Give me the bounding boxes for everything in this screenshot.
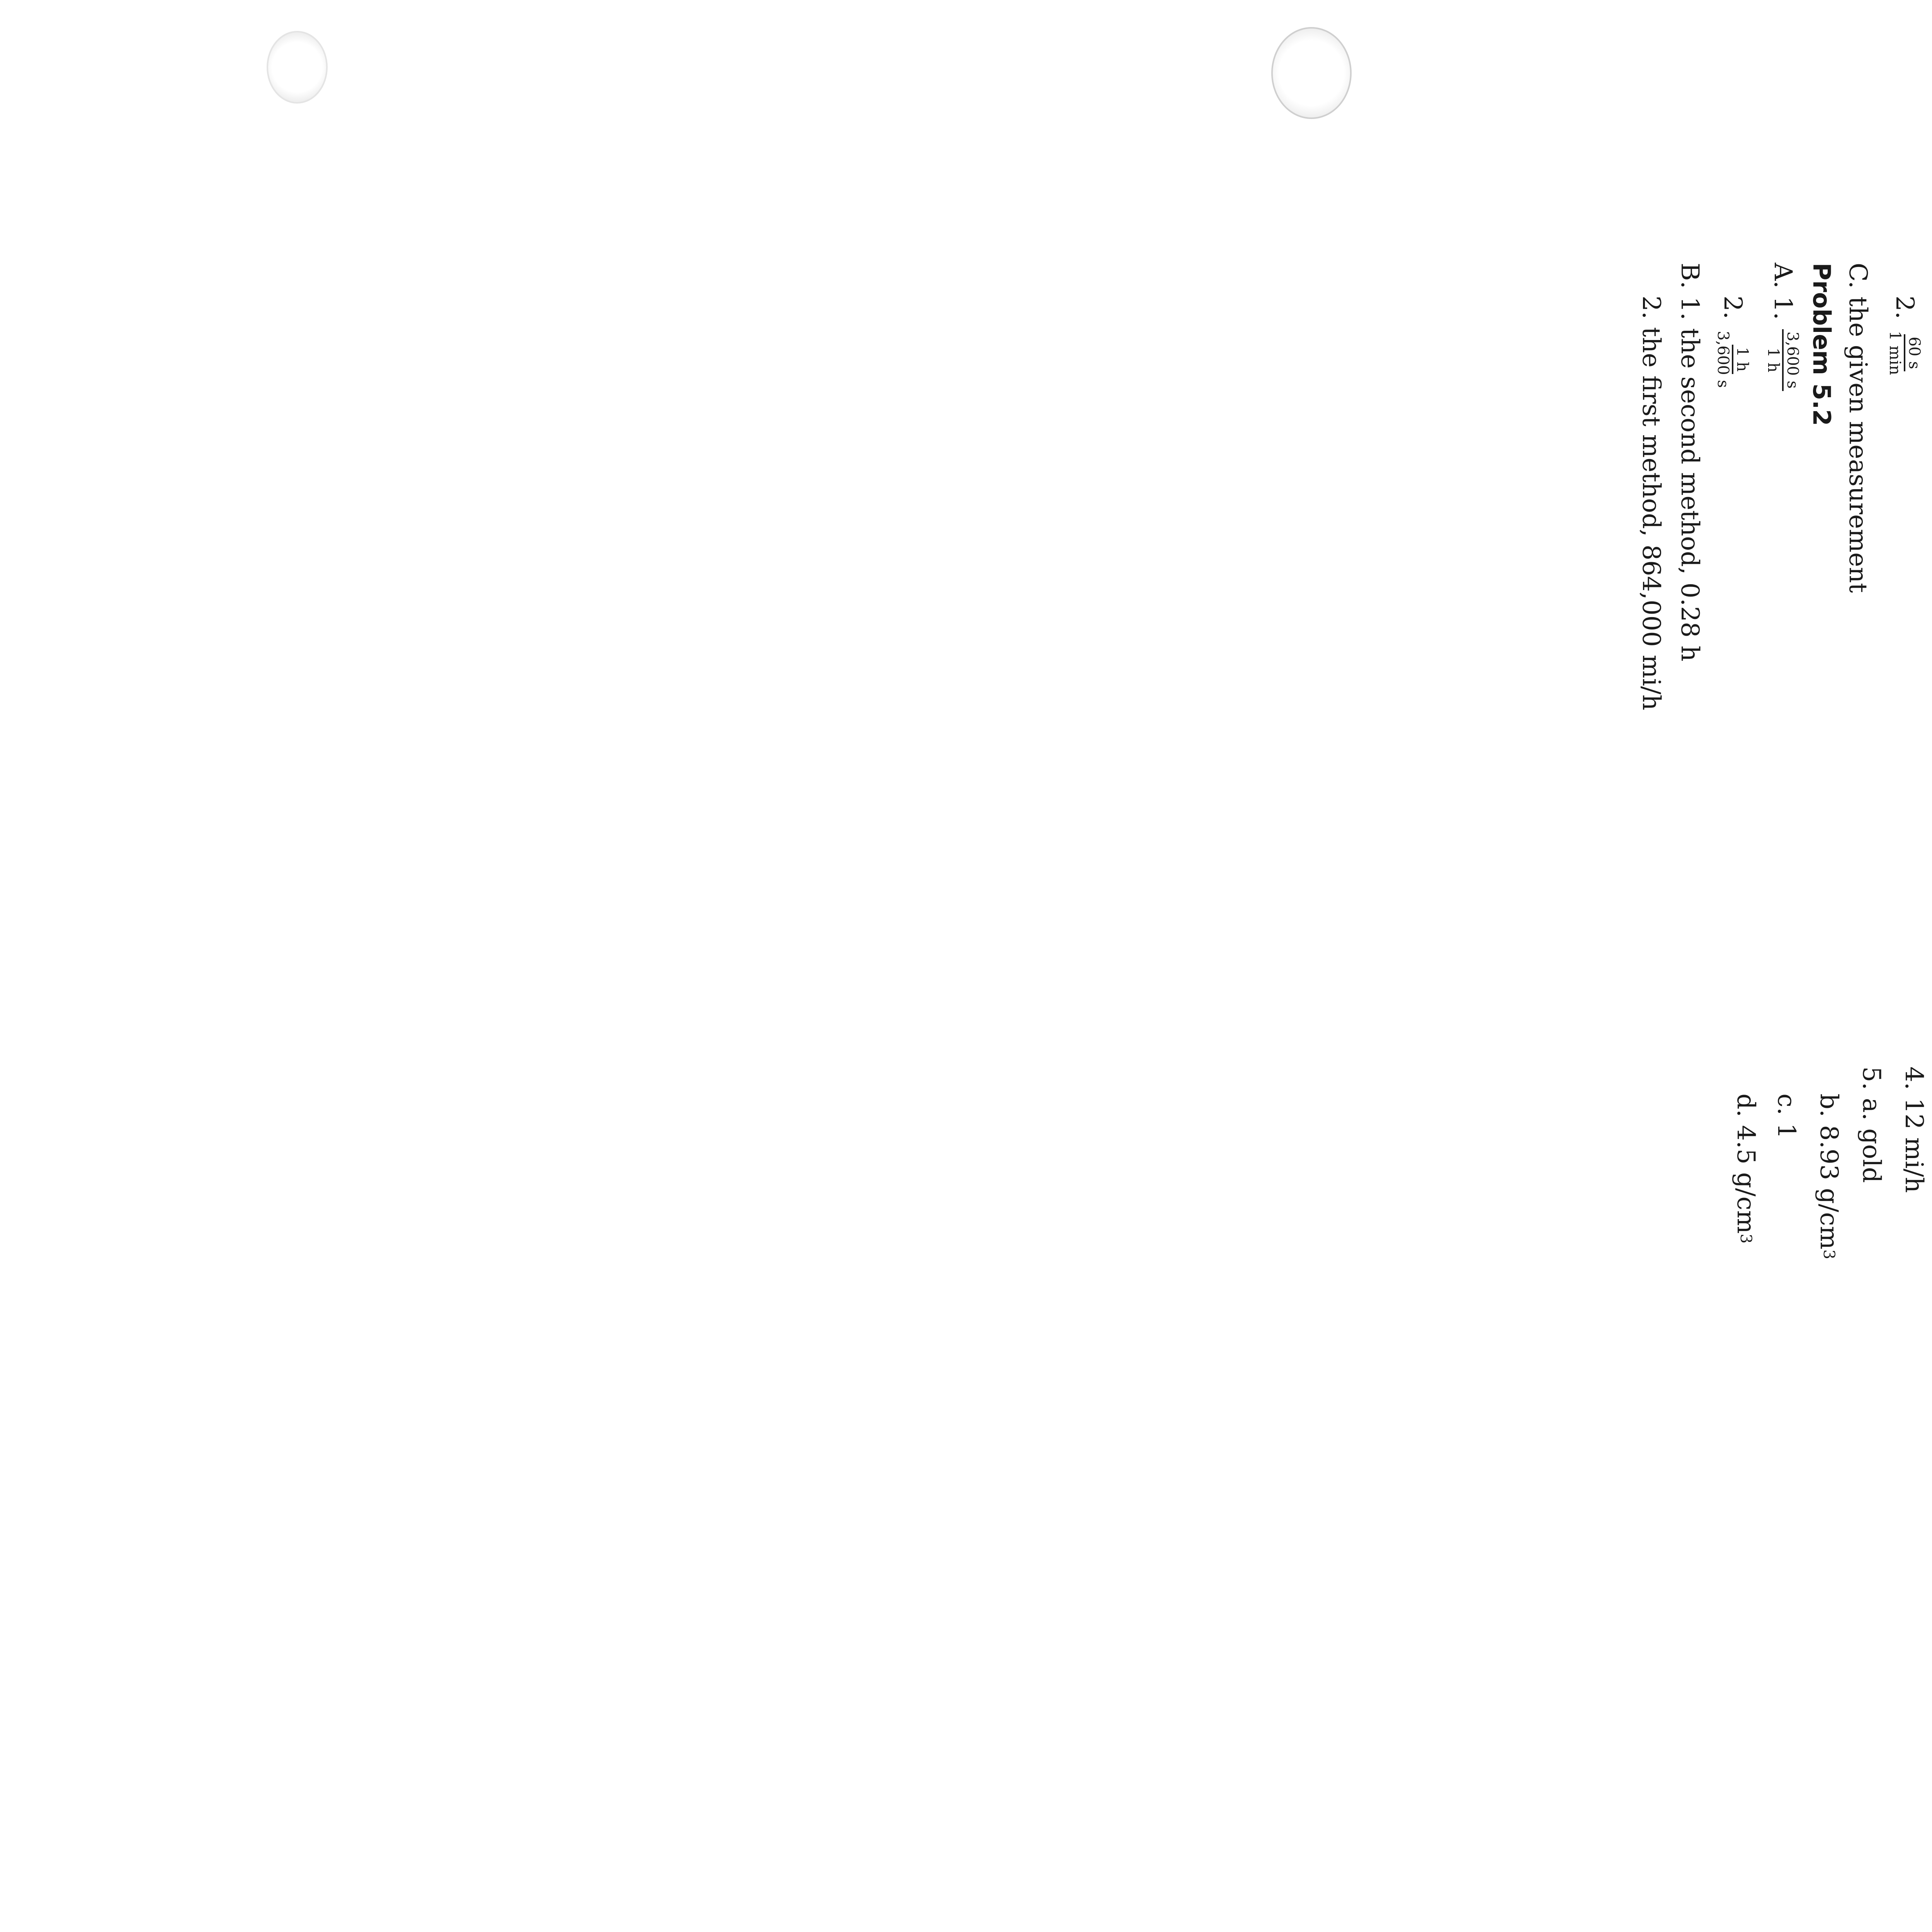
answer-5-1-c: C. the given measurement — [1844, 263, 1872, 593]
answer-prefix: 2. — [1890, 296, 1919, 320]
answer-5-2-a2 — [1715, 296, 1750, 393]
punch-hole-left — [267, 31, 328, 104]
answer-prefix: 2. — [1718, 296, 1747, 320]
answer-prefix: A. 1. — [1769, 263, 1797, 320]
exercise-5a: 5. a. gold — [1857, 1066, 1886, 1183]
fraction — [1715, 328, 1750, 390]
answer-5-1-b2 — [1887, 296, 1922, 380]
exercise-5b: b. 8.93 g/cm 3 — [1815, 1094, 1843, 1260]
exercise-4: 4. 12 mi/h — [1900, 1066, 1928, 1193]
rotated-content — [1383, 263, 1932, 1924]
fraction — [1887, 328, 1922, 378]
exercise-text: d. 4.5 g/cm — [1731, 1094, 1760, 1234]
answer-5-2-a1 — [1765, 263, 1801, 393]
exercise-text: b. 8.93 g/cm — [1815, 1094, 1843, 1250]
fraction-numerator: 1 h — [1732, 345, 1750, 374]
answer-5-2-b1: B. 1. the second method, 0.28 h — [1675, 263, 1704, 662]
fraction — [1765, 329, 1801, 391]
answer-5-2-b2: 2. the first method, 864,000 mi/h — [1637, 296, 1665, 711]
fraction-denominator: 1 h — [1764, 347, 1782, 372]
fraction-denominator: 1 min — [1886, 331, 1904, 375]
fraction-numerator: 60 s — [1904, 334, 1922, 371]
problem-5-2-heading: Problem 5.2 — [1808, 263, 1836, 426]
fraction-numerator: 3,600 s — [1782, 329, 1801, 391]
exercise-5c: c. 1 — [1772, 1094, 1801, 1139]
exercise-5d: d. 4.5 g/cm 3 — [1731, 1094, 1760, 1244]
punch-hole-middle — [1271, 27, 1352, 119]
fraction-denominator: 3,600 s — [1714, 331, 1732, 388]
